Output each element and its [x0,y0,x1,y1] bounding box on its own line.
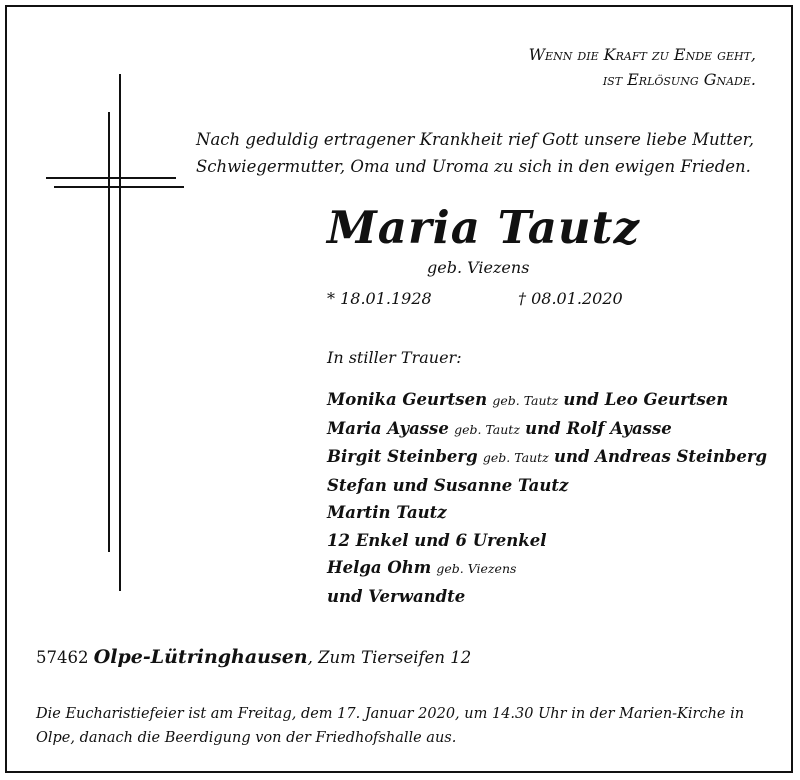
city: Olpe-Lütringhausen [93,646,308,668]
mourner-row: Helga Ohm geb. Viezens [327,558,517,577]
cross-icon-vertical-long [119,74,121,591]
mourner-row: und Verwandte [327,586,466,606]
intro-line-1: Nach geduldig ertragener Krankheit rief Gott unsere liebe Mutter, [196,130,754,149]
mourner-row: 12 Enkel und 6 Urenkel [327,530,547,550]
mourners-list [327,386,767,610]
motto-line-1: Wenn die Kraft zu Ende geht, [528,45,756,64]
maiden-name: geb. Viezens [427,258,530,277]
motto-line-2: ist Erlösung Gnade. [602,70,756,89]
mourner-row: Maria Ayasse geb. Tautz und Rolf Ayasse [327,418,672,438]
mourning-heading: In stiller Trauer: [327,348,462,367]
intro-text [196,126,776,180]
birth-date: * 18.01.1928 [327,289,432,308]
intro-line-2: Schwiegermutter, Oma und Uroma zu sich in den ewigen Frieden. [196,157,751,176]
motto [356,42,756,92]
service-line-1: Die Eucharistiefeier ist am Freitag, dem 17. Januar 2020, um 14.30 Uhr in der Marien-Kirche in [36,706,745,722]
address [36,646,471,668]
cross-icon-horizontal-upper [46,177,176,179]
mourner-row: Monika Geurtsen geb. Tautz und Leo Geurtsen [327,390,729,409]
death-date: † 08.01.2020 [518,289,623,308]
service-line-2: Olpe, danach die Beerdigung von der Friedhofshalle aus. [36,730,457,746]
service-info [36,702,766,750]
mourner-row: Birgit Steinberg geb. Tautz und Andreas Steinberg [327,447,768,466]
street: , Zum Tierseifen 12 [307,648,472,667]
mourner-row: Stefan und Susanne Tautz [327,475,569,495]
postcode: 57462 [36,648,89,667]
cross-icon-horizontal-lower [54,186,184,188]
mourner-row: Martin Tautz [327,503,447,522]
deceased-name: Maria Tautz [327,201,640,254]
